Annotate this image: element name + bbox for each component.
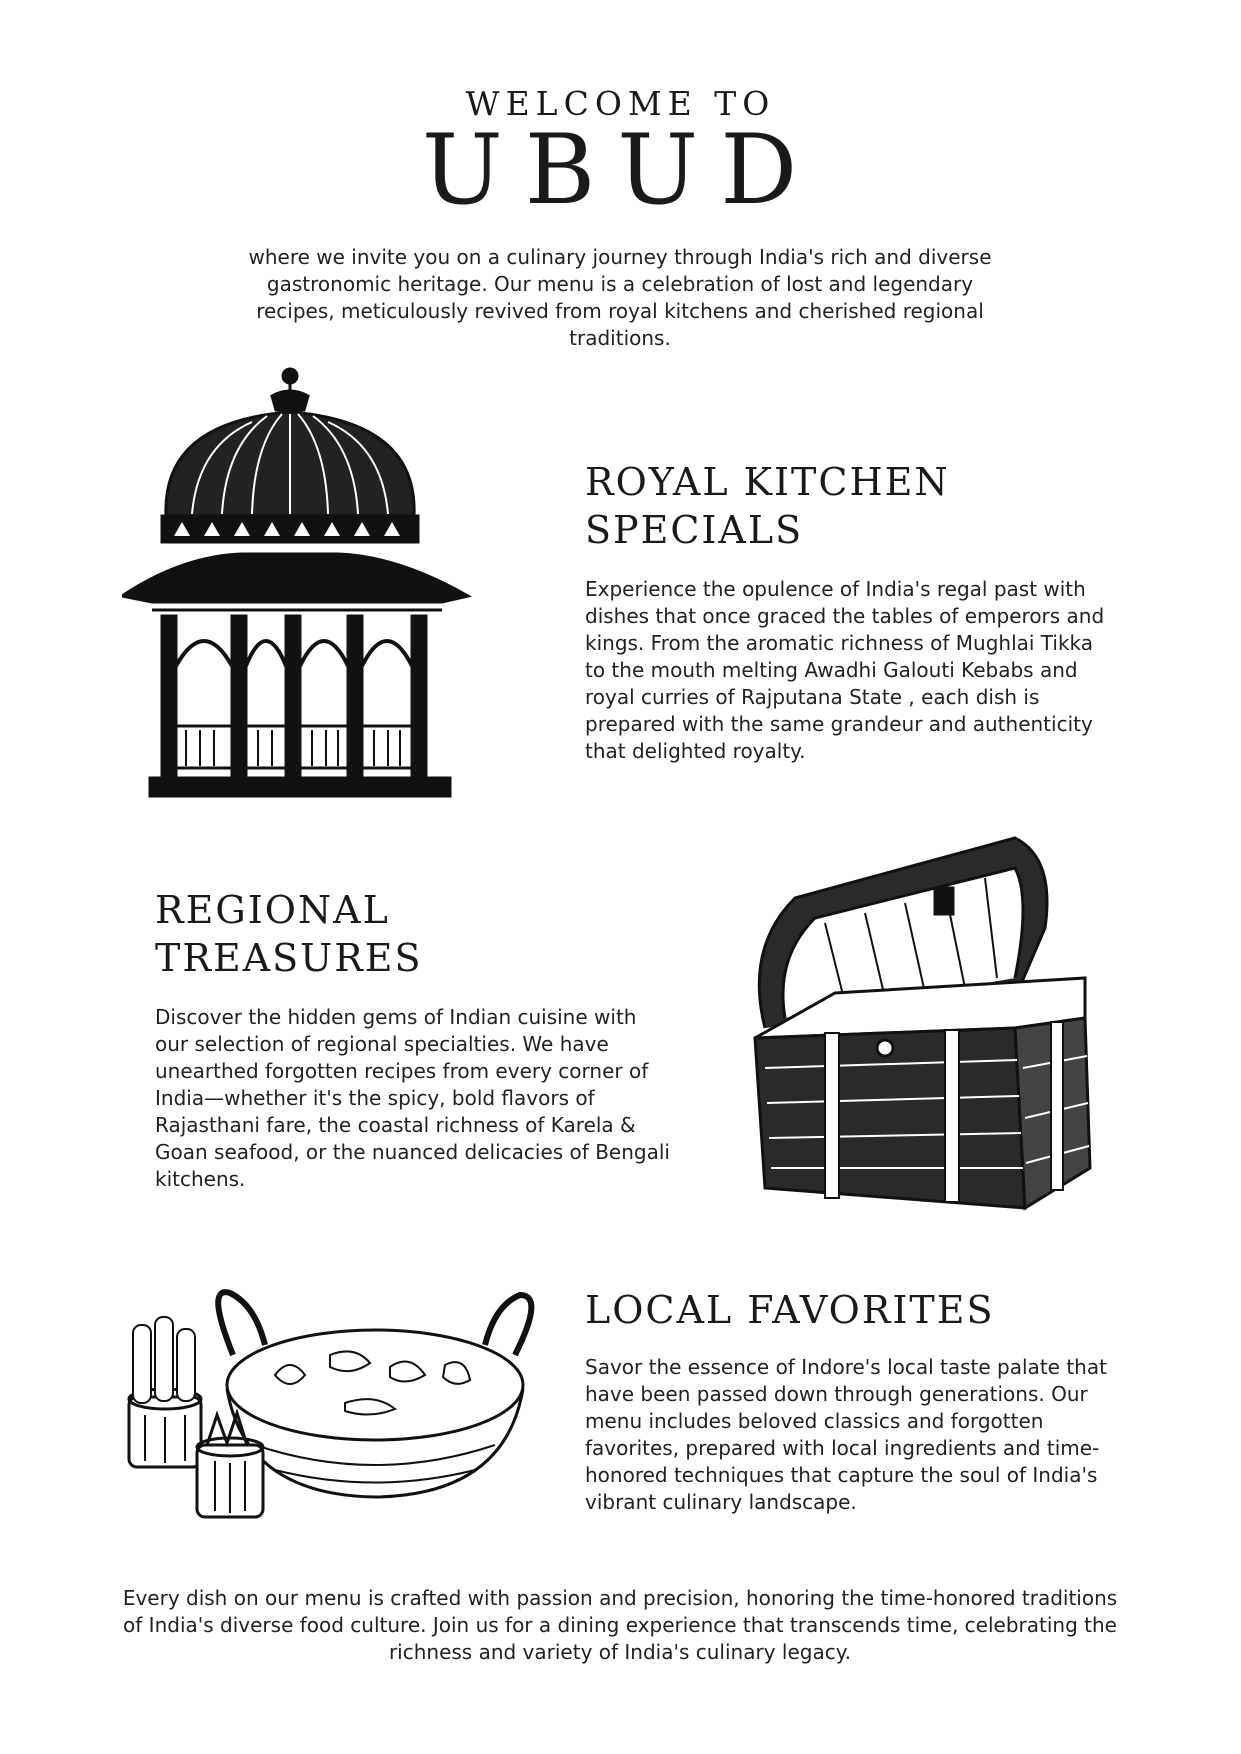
section-body-local-favorites: Savor the essence of Indore's local taste palate that have been passed down through generations. Our menu includes beloved classics and forgotten favorites, prepared with local ingredients and time-honored techniques that capture the soul of India's vibrant culinary landscape. <box>585 1355 1107 1514</box>
pavilion-icon <box>122 366 477 806</box>
section-heading-royal-kitchen: ROYAL KITCHEN SPECIALS <box>585 460 950 552</box>
welcome-heading: WELCOME TO <box>465 84 776 123</box>
section-heading-local-favorites: LOCAL FAVORITES <box>585 1288 995 1332</box>
treasure-chest-icon <box>735 828 1105 1228</box>
section-heading-regional-treasures: REGIONAL TREASURES <box>155 888 423 980</box>
footer-paragraph: Every dish on our menu is crafted with passion and precision, honoring the time-honored traditions of India's diverse food culture. Join us for a dining experience that transcends time, celebrating the richness and variety of India's culinary legacy. <box>122 1586 1118 1664</box>
curry-bowl-icon <box>125 1285 535 1525</box>
intro-paragraph: where we invite you on a culinary journey through India's rich and diverse gastronomic heritage. Our menu is a celebration of lost and legendary recipes, meticulously revived from royal kitchens and cherished regional traditions. <box>248 245 992 350</box>
restaurant-title: UBUD <box>421 114 820 226</box>
section-body-royal-kitchen: Experience the opulence of India's regal past with dishes that once graced the tables of emperors and kings. From the aromatic richness of Mughlai Tikka to the mouth melting Awadhi Galouti Kebabs and royal curries of Rajputana State , each dish is prepared with the same grandeur and authenticity that delighted royalty. <box>585 577 1105 763</box>
section-body-regional-treasures: Discover the hidden gems of Indian cuisine with our selection of regional specialties. We have unearthed forgotten recipes from every corner of India—whether it's the spicy, bold flavors of Rajasthani fare, the coastal richness of Karela & Goan seafood, or the nuanced delicacies of Bengali kitchens. <box>155 1005 670 1191</box>
